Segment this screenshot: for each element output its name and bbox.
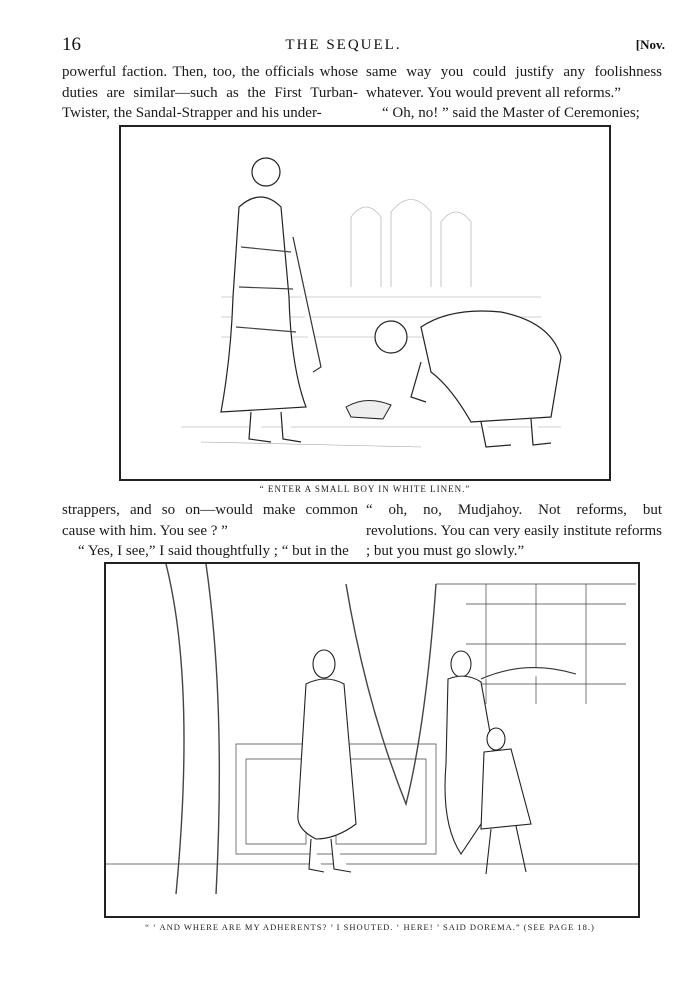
issue-month: [Nov.: [635, 37, 665, 52]
paragraph: strappers, and so on—would make common cause with him. You see ? ”: [62, 502, 358, 539]
engraving-illustration: [121, 127, 609, 479]
text-column-mid-left: [62, 500, 358, 562]
paragraph: powerful faction. Then, too, the officials whose duties are similar—such as the First Turban-Twister, the Sandal-Strapper and his under-: [62, 64, 358, 121]
figure-caption: “ ENTER A SMALL BOY IN WHITE LINEN.”: [259, 484, 471, 494]
illustration-adherents: [104, 562, 640, 918]
paragraph: “ Yes, I see,” I said thoughtfully ; “ but in the: [78, 543, 349, 559]
paragraph: same way you could justify any foolishness whatever. You would prevent all reforms.”: [366, 64, 662, 101]
illustration-small-boy: [119, 125, 611, 481]
text-column-top-left: [62, 62, 358, 124]
text-column-top-right: [366, 62, 662, 124]
engraving-illustration: [106, 564, 638, 916]
paragraph: “ oh, no, Mudjahoy. Not reforms, but revolutions. You can very easily institute reforms ; but you must go slowly.”: [366, 502, 662, 559]
text-column-mid-right: [366, 500, 662, 562]
paragraph: “ Oh, no! ” said the Master of Ceremonies;: [382, 105, 640, 121]
figure-caption: “ ‘ AND WHERE ARE MY ADHERENTS? ’ I SHOUTED. ‘ HERE! ’ SAID DOREMA.” (SEE PAGE 18.): [145, 922, 595, 932]
page-number: 16: [62, 34, 81, 55]
running-title: THE SEQUEL.: [285, 37, 402, 53]
